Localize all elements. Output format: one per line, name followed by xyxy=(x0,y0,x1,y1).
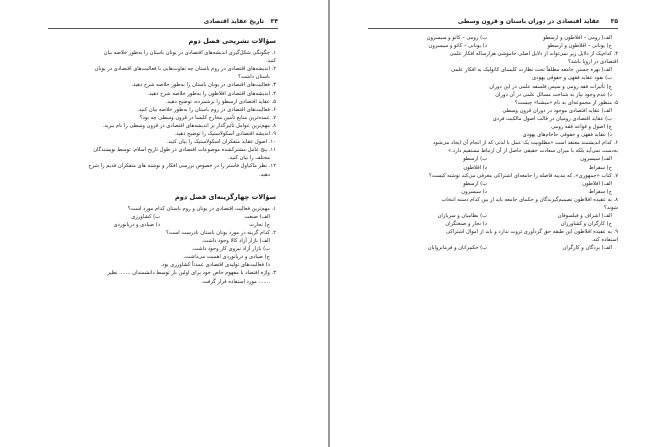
option: ج) یونانی – افلاطون و ارسطو xyxy=(547,43,612,50)
question-line: ۸. به عقیده افلاطون تصمیم‌گیرندگان و حکمای جامعه باید از بین کدام دسته انتخاب xyxy=(441,196,618,203)
multiple-choice-list xyxy=(50,205,276,286)
option: د) یونانی – کاتو و سیسرون xyxy=(428,43,487,50)
question-line: ۷. کتاب «جمهوری»، که مدینه فاضله را جامعه‌ای اشتراکی معرفی می‌کند نوشته کیست؟ xyxy=(429,172,618,179)
option: ج) تأثیرات فقه رومی و سپس فلسفه علمی در این دوران xyxy=(489,83,612,90)
option-row xyxy=(362,164,618,172)
section-heading: سؤالات تشریحی فصل دوم xyxy=(188,37,276,45)
option-row xyxy=(362,244,618,252)
option: ب) کشاورزی xyxy=(131,213,160,220)
essay-question-list xyxy=(50,49,276,179)
option: ج) سقراط xyxy=(588,188,612,195)
option: د) افلاطون xyxy=(463,164,487,171)
option-row xyxy=(50,213,276,221)
option: الف) بردگان و کارگران xyxy=(562,245,612,252)
option: ب) حکمرانان و فرمانروایان xyxy=(427,245,487,252)
question-line: ۶. کدام اندیشمند معتقد است «مطلوبیت یک عمل با لذتی که از انجام آن ایجاد می‌شود xyxy=(432,140,618,147)
option: ب) رومی – کاتو و سیسرون xyxy=(426,35,487,41)
right-page xyxy=(330,0,658,447)
running-title: عقاید اقتصادی در دوران باستان و قرون وسطی xyxy=(457,18,600,25)
question-line: ۸. مهم‌ترین عوامل تأثیرگذار بر اندیشه‌های اقتصادی در قرون وسطی را نام ببرید. xyxy=(102,122,276,129)
question-line: ۵. عقاید اقتصادی ارسطو را برشمرده، توضیح دهید. xyxy=(165,98,276,105)
option: الف) صنعت xyxy=(244,213,270,220)
option-row xyxy=(50,221,276,229)
question-line: ۴. اندیشه‌های اقتصادی افلاطون را به‌طور خلاصه شرح دهید. xyxy=(147,90,276,97)
option: الف) عقاید اقتصادی موجود در دوران قرون وسطی xyxy=(502,107,612,114)
option-row xyxy=(362,155,618,163)
option: ج) کارگران و کشاورزان xyxy=(560,221,612,228)
question-line: ۱۱. پنج عامل مشترکشده موضوعات اقتصادی در طول تاریخ اسلام، توسط نویسندگان xyxy=(93,147,276,154)
question-line: دهید. xyxy=(259,171,270,178)
option: ب) نفوذ عقاید فقهی و حقوقی یهودی xyxy=(532,75,612,82)
question-line: ۳. فعالیت‌های اقتصادی در یونان باستان را به‌طور خلاصه شرح دهید. xyxy=(131,82,276,89)
option: الف) رومی – افلاطون و ارسطو xyxy=(543,35,612,41)
option: د) عقاید فقهی و حقوقی حاخام‌های یهودی xyxy=(522,132,612,139)
option: الف) بهره جستن جامعه مطلقاً تحت نظارت کلیسای کاتولیک به افکار علمی xyxy=(451,67,612,74)
option-row xyxy=(362,180,618,188)
option: د) فعالیت‌های تولیدی اقتصادی عمدتاً کشاورزی بود. xyxy=(160,262,270,269)
page-header xyxy=(48,17,278,29)
question-line: شوند؟ xyxy=(604,204,618,211)
question-line: ۲. اندیشه‌های اقتصادی در روم باستان چه تفاوت‌هایی با فعالیت‌های اقتصادی در یونان xyxy=(94,66,276,73)
question-line: کنید. xyxy=(266,58,276,65)
option: د) سیسرون xyxy=(461,188,487,195)
question-line: مختلف را بیان کنید. xyxy=(227,155,270,162)
option-row xyxy=(362,34,618,42)
option: ج) صیادی و دریانوردی اهمیت می‌داشت. xyxy=(183,254,270,261)
option: الف) بازار آزاد کالا وجود داشت. xyxy=(201,238,270,245)
option: ب) نظامیان و سربازان xyxy=(437,213,487,220)
question-line: ۵. منظور از مجموعه‌ای به نام «میشنا» چیست؟ xyxy=(514,99,618,106)
option: ب) عقاید اقتصادی رومیان در قالب اصول مالکیت فردی xyxy=(492,115,612,122)
option: ج) سقراط xyxy=(588,164,612,171)
option: الف) افلاطون xyxy=(582,180,612,187)
question-line: ۷. عمده‌ترین منابع تأمین مخارج کلیسا در قرون وسطی چه بود؟ xyxy=(139,114,276,121)
option: د) تجار و صنعتگران xyxy=(445,221,487,228)
option: ب) ارسطو xyxy=(463,156,487,163)
page-number: ۳۴ xyxy=(270,18,278,25)
question-line: ۲. کدام گزینه در مورد یونان باستان نادرست است؟ xyxy=(166,229,276,236)
page-number: ۳۵ xyxy=(610,18,618,25)
question-line: ....... مورد استفاده قرار گرفت. xyxy=(201,278,270,285)
running-title: تاریخ عقاید اقتصادی xyxy=(203,18,264,25)
page-header xyxy=(368,17,618,29)
question-line: ۱. چگونگی شکل‌گیری اندیشه‌های اقتصادی در یونان باستان را به‌طور خلاصه بیان xyxy=(103,50,276,57)
option-row xyxy=(362,212,618,220)
question-line: باستان داشت؟ xyxy=(238,74,270,81)
option: الف) سیسرون xyxy=(580,156,612,163)
option: ج) تجارت xyxy=(249,221,270,228)
option-row xyxy=(362,188,618,196)
question-line: ۱. مهم‌ترین فعالیت اقتصادی در یونان و روم باستان کدام مورد است؟ xyxy=(127,205,276,212)
left-page-content xyxy=(50,36,276,286)
question-line: استفاده کند. xyxy=(591,237,618,244)
question-line: ۳. واژه اقتصاد با مفهوم خاص خود برای اولین بار توسط دانشمندان ....... نظیر xyxy=(107,270,276,277)
option: د) عدم وجود نیاز به شناخت مسائل علمی در آن دوران xyxy=(495,91,612,98)
question-line: ۱۲. نظر ماکیاول فاستر را در خصوص بررسی افکار و نوشته های متفکران قدیم را شرح xyxy=(88,163,276,170)
question-line: ۶. فعالیت‌های اقتصادی در روم باستان را به‌طور خلاصه بیان کنید. xyxy=(137,106,276,113)
option: ج) اصول و قواعد فقه رومی xyxy=(551,124,612,131)
option: ب) ارسطو xyxy=(463,180,487,187)
question-line: به‌دست نمی‌آید بلکه با میزان سعادت حقیقی حاصل از آن ارتباط مستقیم دارد.» xyxy=(447,148,618,155)
question-line: اقتصادی در اروپا باشد؟ xyxy=(567,59,618,66)
option: د) صیادی و دریانوردی xyxy=(113,221,160,228)
option: الف) اشراف و فیلسوفان xyxy=(557,213,612,220)
option-row xyxy=(362,42,618,50)
section-heading: سؤالات چهارگزینه‌ای فصل دوم xyxy=(174,192,276,201)
right-page-content xyxy=(362,34,618,253)
question-line: ۹. اندیشه اقتصادی اسکولاستیک را توضیح دهید. xyxy=(174,131,276,138)
question-line: ۹. به عقیده افلاطون این طبقه حق گردآوری ثروت ندارد و باید از اموال اشتراکی xyxy=(445,229,618,236)
left-page xyxy=(0,0,328,447)
option-row xyxy=(362,220,618,228)
option: ب) بازار آزاد نیروی کار وجود داشت. xyxy=(191,246,270,253)
question-line: ۴. کدام‌یک از دلایل زیر نمی‌تواند از دلایل اصلی خاموشی هزارساله افکار علمی xyxy=(449,51,618,58)
question-line: ۱۰. اصول عقاید متفکران اسکولاستیک را بیان کنید. xyxy=(166,139,276,146)
